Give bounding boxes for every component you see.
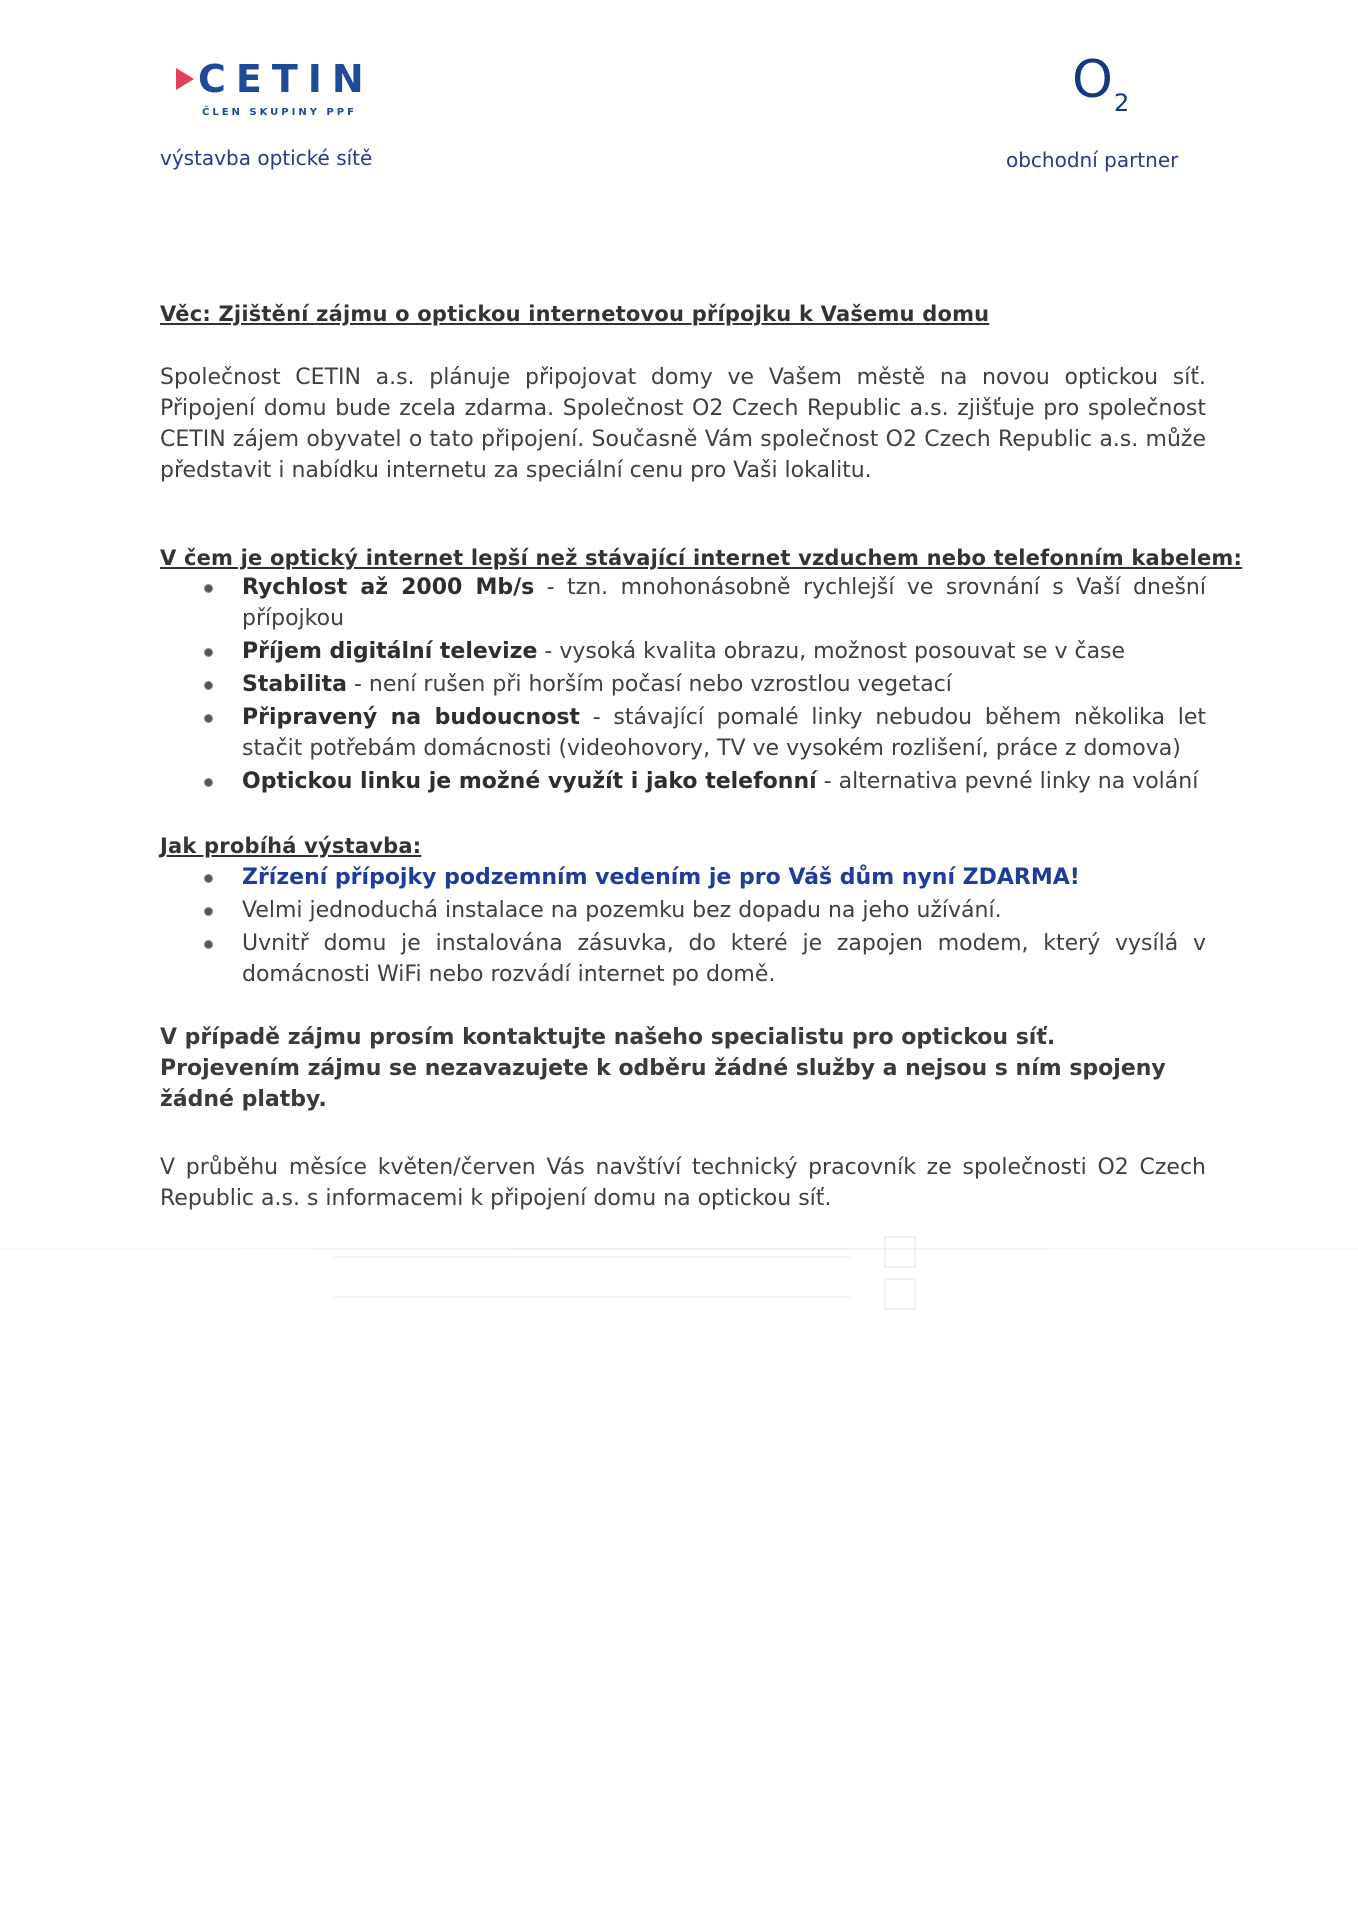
list-item: Stabilita - není rušen při horším počasí nebo vzrostlou vegetací [160, 669, 1206, 700]
section-construction-heading: Jak probíhá výstavba: [160, 834, 422, 858]
list-item: Připravený na budoucnost - stávající pomalé linky nebudou během několika let stačit potřebám domácnosti (videohovory, TV ve vysokém rozlišení, práce z domova) [160, 702, 1206, 764]
bullet-icon [204, 907, 213, 916]
construction-list [160, 862, 1206, 992]
bullet-icon [204, 874, 213, 883]
cetin-subtitle: ČLEN SKUPINY PPF [202, 107, 357, 118]
intro-paragraph: Společnost CETIN a.s. plánuje připojovat domy ve Vašem městě na novou optickou síť. Připojení domu bude zcela zdarma. Společnost O2 Czech Republic a.s. zjišťuje pro společnost CETIN zájem obyvatel o tato připojení. Současně Vám společnost O2 Czech Republic a.s. může představit i nabídku internetu za speciální cenu pro Vaši lokalitu. [160, 365, 1206, 483]
fold-line [0, 1248, 1358, 1250]
contact-line-1: V případě zájmu prosím kontaktujte našeho specialistu pro optickou síť. [160, 1025, 1056, 1050]
header-left-caption: výstavba optické sítě [160, 146, 373, 170]
list-item: Zřízení přípojky podzemním vedením je pro Váš dům nyní ZDARMA! [160, 862, 1206, 893]
o2-logo [1072, 50, 1130, 117]
bleed-through-box [884, 1278, 916, 1310]
letter-subject: Věc: Zjištění zájmu o optickou internetovou přípojku k Vašemu domu [160, 302, 990, 326]
contact-note [160, 1022, 1206, 1115]
o2-logo-2: 2 [1113, 89, 1130, 117]
list-item: Příjem digitální televize - vysoká kvalita obrazu, možnost posouvat se v čase [160, 636, 1206, 667]
bleed-through-box [884, 1236, 916, 1268]
cetin-logo [176, 57, 374, 118]
bullet-icon [204, 778, 213, 787]
bullet-icon [204, 714, 213, 723]
bullet-icon [204, 681, 213, 690]
bullet-icon [204, 584, 213, 593]
o2-logo-o: O [1072, 50, 1113, 110]
benefits-list [160, 572, 1206, 799]
bleed-through-line [330, 1256, 850, 1258]
header-right-caption: obchodní partner [1006, 148, 1179, 172]
bullet-icon [204, 648, 213, 657]
list-item: Rychlost až 2000 Mb/s - tzn. mnohonásobně rychlejší ve srovnání s Vaší dnešní přípojkou [160, 572, 1206, 634]
list-item: Uvnitř domu je instalována zásuvka, do které je zapojen modem, který vysílá v domácnosti WiFi nebo rozvádí internet po domě. [160, 928, 1206, 990]
cetin-wordmark: CETIN [198, 57, 374, 101]
bleed-through-line [330, 1296, 850, 1298]
visit-paragraph: V průběhu měsíce květen/červen Vás navštíví technický pracovník ze společnosti O2 Czech Republic a.s. s informacemi k připojení domu na optickou síť. [160, 1155, 1206, 1211]
list-item: Velmi jednoduchá instalace na pozemku bez dopadu na jeho užívání. [160, 895, 1206, 926]
bullet-icon [204, 940, 213, 949]
contact-line-2: Projevením zájmu se nezavazujete k odběru žádné služby a nejsou s ním spojeny žádné platby. [160, 1056, 1166, 1112]
cetin-triangle-icon [176, 68, 194, 90]
list-item: Optickou linku je možné využít i jako telefonní - alternativa pevné linky na volání [160, 766, 1206, 797]
section-benefits-heading: V čem je optický internet lepší než stávající internet vzduchem nebo telefonním kabelem: [160, 546, 1243, 570]
